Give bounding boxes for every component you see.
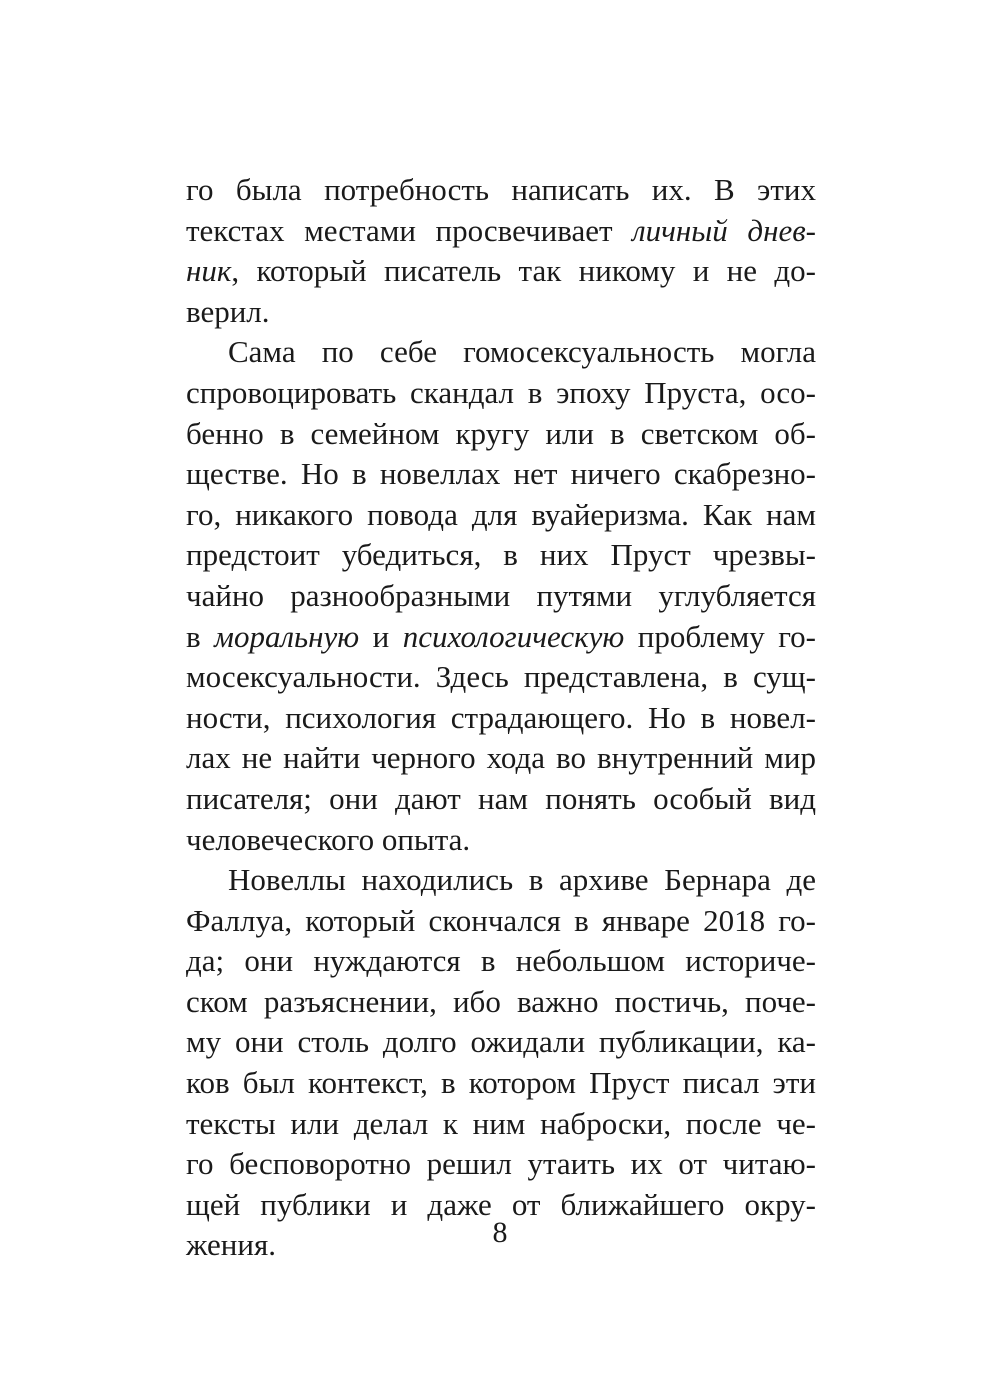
text-run: щей публики и даже от ближайшего окру- [186,1186,816,1222]
text-line [186,779,816,820]
text-run: го бесповоротно решил утаить их от читаю- [186,1146,816,1182]
text-run: , который писатель так никому и не до- [231,253,816,289]
text-run: ском разъяснении, ибо важно постичь, поче- [186,983,816,1019]
text-run: тексты или делал к ним наброски, после че- [186,1105,816,1141]
text-run: му они столь долго ожидали публикации, ка- [186,1024,816,1060]
text-run: Сама по себе гомосексуальность могла [228,334,816,370]
italic-run: психологическую [402,618,625,654]
text-line [186,1104,816,1145]
text-line [186,211,816,252]
text-line [186,738,816,779]
paragraph [186,170,816,332]
text-line [186,941,816,982]
text-line [186,535,816,576]
text-line [186,901,816,942]
text-run: жения. [186,1227,276,1263]
text-line [186,1144,816,1185]
text-run: предстоит убедиться, в них Пруст чрезвы- [186,537,816,573]
text-run: лах не найти черного хода во внутренний мир [186,740,816,776]
text-run: мосексуальности. Здесь представлена, в сущ- [186,659,816,695]
text-run: в [186,618,215,654]
text-run: и [359,618,403,654]
text-line [186,170,816,211]
text-run: го, никакого повода для вуайеризма. Как нам [186,496,816,532]
text-run: бенно в семейном кругу или в светском об- [186,415,816,451]
text-run: ности, психология страдающего. Но в новел- [186,699,816,735]
text-line [186,1063,816,1104]
text-line [186,332,816,373]
text-line [186,373,816,414]
text-run: ков был контекст, в котором Пруст писал эти [186,1065,816,1101]
paragraph [186,860,816,1266]
text-line [186,982,816,1023]
text-run: Новеллы находились в архиве Бернара де [228,862,816,898]
text-line [186,292,816,333]
italic-run: моральную [214,618,360,654]
text-line [186,1022,816,1063]
text-run: го была потребность написать их. В этих [186,172,816,207]
text-run: чайно разнообразными путями углубляется [186,577,816,613]
text-line [186,820,816,861]
text-run: ществе. Но в новеллах нет ничего скабрезно- [186,456,816,492]
text-run: верил. [186,293,270,329]
text-line [186,414,816,455]
body-text [186,170,816,1266]
text-line [186,495,816,536]
text-run: да; они нуждаются в небольшом историче- [186,943,816,979]
italic-run: ник [186,253,232,289]
page-number: 8 [492,1216,508,1249]
text-line [186,576,816,617]
text-line [186,251,816,292]
text-run: проблему го- [624,618,817,654]
text-run: текстах местами просвечивает [186,212,633,248]
text-run: человеческого опыта. [186,821,471,857]
text-run: Фаллуа, который скончался в январе 2018 го- [186,902,816,938]
text-line [186,860,816,901]
italic-run: личный днев- [632,212,816,248]
text-run: писателя; они дают нам понять особый вид [186,780,816,816]
text-run: спровоцировать скандал в эпоху Пруста, осо- [186,374,816,410]
text-line [186,454,816,495]
text-line [186,698,816,739]
text-line [186,657,816,698]
paragraph [186,332,816,860]
text-line [186,617,816,658]
